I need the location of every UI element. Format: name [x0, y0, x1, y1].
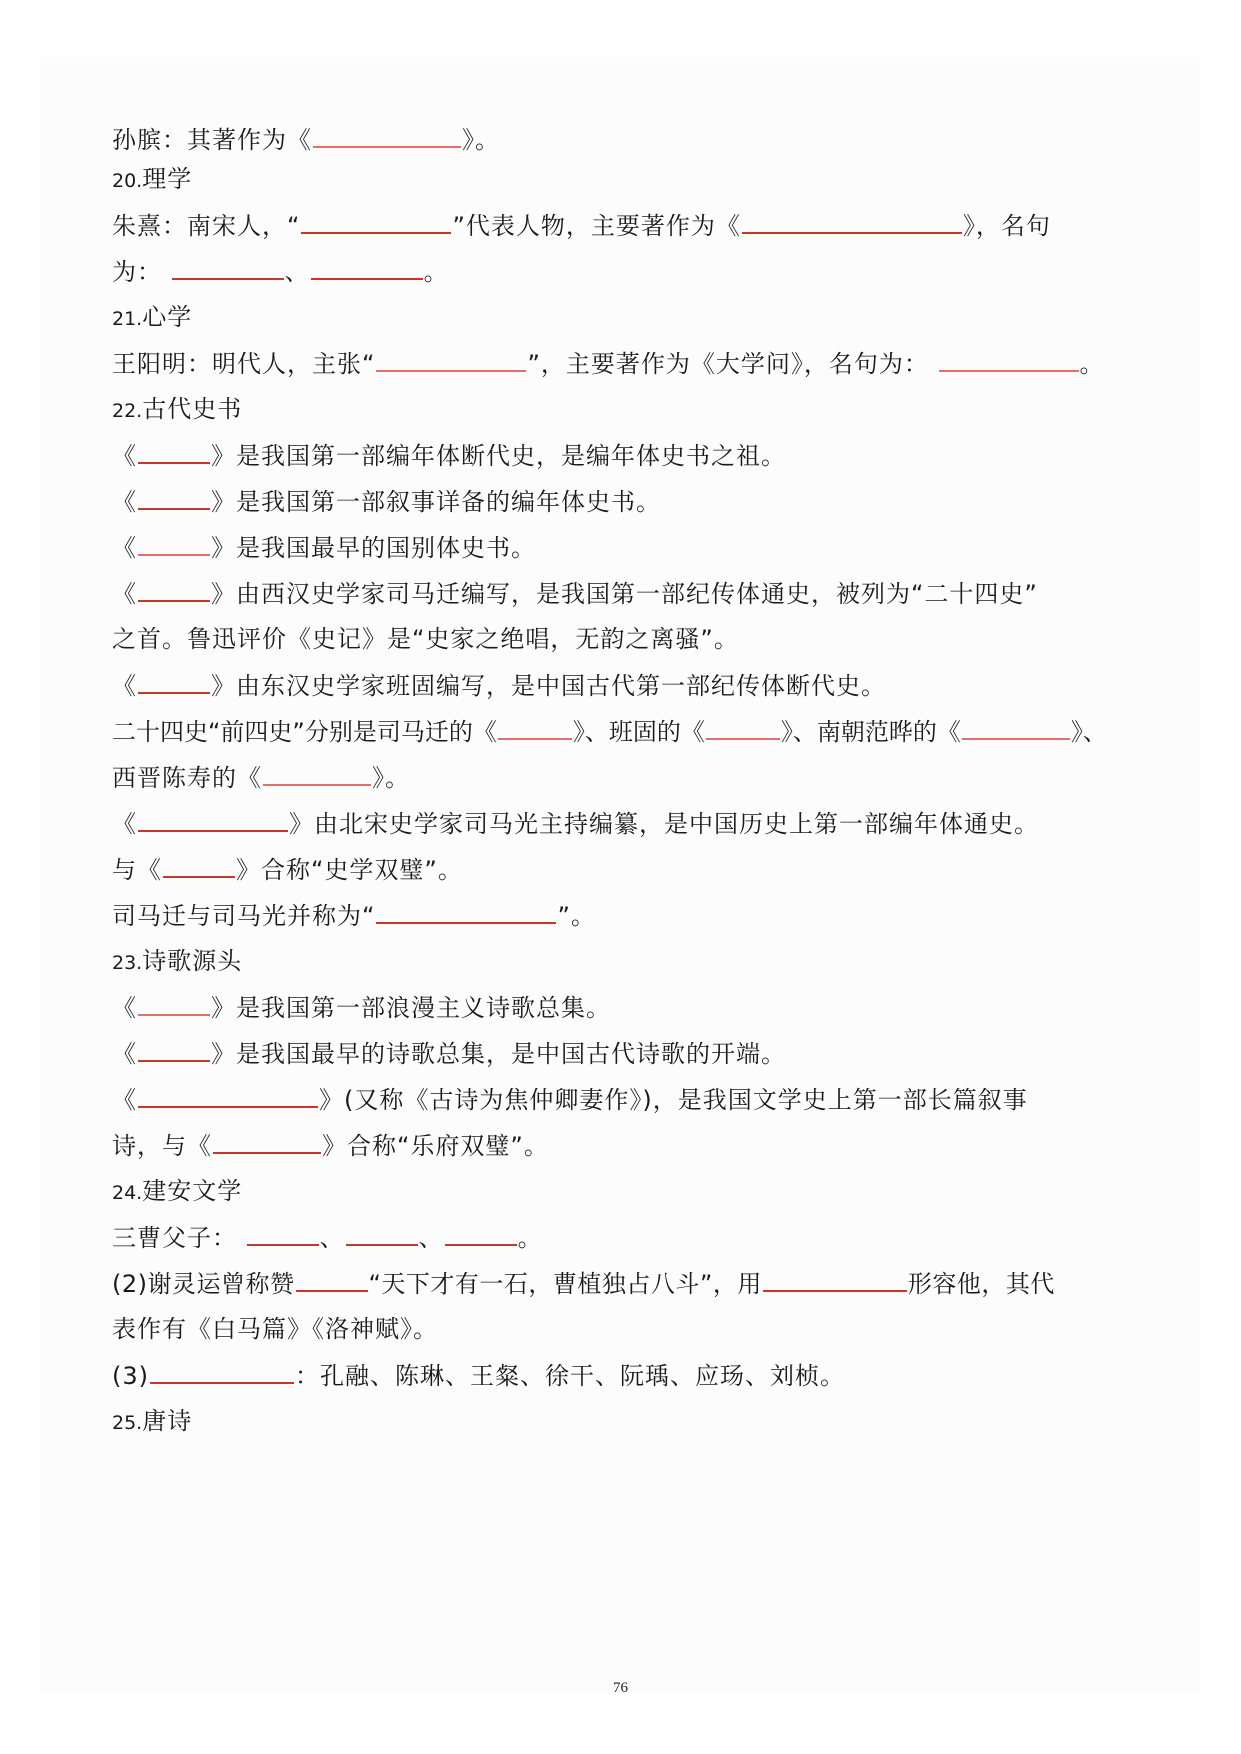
line-text: 二十四史“前四史”分别是司马迁的《: [112, 718, 497, 746]
line-text: 为：: [112, 258, 162, 286]
answer-blank[interactable]: [939, 348, 1079, 372]
line-text: 。: [423, 258, 449, 286]
section-number: 20.: [112, 170, 143, 192]
line-text: ”。: [557, 902, 596, 930]
fill-in-line: [112, 1084, 1028, 1114]
answer-blank[interactable]: [163, 854, 235, 878]
section-heading-21: [112, 302, 192, 332]
line-text: 《: [112, 994, 137, 1022]
line-text: 孙膑：其著作为《: [112, 126, 312, 154]
line-text: (2)谢灵运曾称赞: [112, 1270, 295, 1298]
line-text: 》由西汉史学家司马迁编写，是我国第一部纪传体通史，被列为“二十四史”: [211, 580, 1038, 608]
answer-blank[interactable]: [311, 256, 423, 280]
fill-in-line-sun-bin: [112, 124, 500, 154]
answer-blank[interactable]: [138, 440, 210, 464]
answer-blank[interactable]: [296, 1268, 368, 1292]
section-title: 心学: [142, 303, 193, 331]
line-text: 。: [1079, 350, 1105, 378]
page-number: 76: [613, 1680, 628, 1696]
fill-in-line: [112, 762, 410, 792]
fill-in-line-three-caos: [112, 1222, 543, 1252]
answer-blank[interactable]: [263, 762, 371, 786]
line-text: 》由东汉史学家班固编写，是中国古代第一部纪传体断代史。: [211, 672, 886, 700]
section-number: 24.: [112, 1182, 143, 1204]
line-text: (3): [112, 1362, 149, 1390]
fill-in-line-wang-yangming: [112, 348, 1105, 378]
section-number: 23.: [112, 952, 143, 974]
fill-in-line-zhu-xi-quotes: [112, 256, 449, 286]
line-text: 、: [418, 1224, 444, 1252]
section-number: 21.: [112, 308, 143, 330]
answer-blank[interactable]: [498, 716, 572, 740]
fill-in-line: [112, 670, 886, 700]
section-heading-22: [112, 394, 242, 424]
answer-blank[interactable]: [213, 1130, 321, 1154]
line-text: 、: [284, 258, 310, 286]
answer-blank[interactable]: [706, 716, 780, 740]
answer-blank[interactable]: [346, 1222, 418, 1246]
line-text: “天下才有一石，曹植独占八斗”，用: [368, 1270, 762, 1298]
answer-blank[interactable]: [138, 532, 210, 556]
line-text: ”代表人物，主要著作为《: [452, 212, 741, 240]
line-text: 》是我国第一部浪漫主义诗歌总集。: [211, 994, 611, 1022]
line-text: 《: [112, 580, 137, 608]
line-text: 形容他，其代: [907, 1270, 1055, 1298]
line-text: 》、班固的《: [572, 718, 705, 746]
section-title: 古代史书: [142, 395, 243, 423]
answer-blank[interactable]: [138, 1038, 210, 1062]
section-title: 诗歌源头: [142, 947, 243, 975]
fill-in-line-seven-masters: [112, 1360, 845, 1390]
fill-in-line: [112, 900, 596, 930]
line-text: 。: [517, 1224, 543, 1252]
fill-in-line: [112, 1038, 786, 1068]
answer-blank[interactable]: [763, 1268, 907, 1292]
line-text: 《: [112, 534, 137, 562]
line-text: ”，主要著作为《大学问》，名句为：: [527, 350, 929, 378]
answer-blank[interactable]: [138, 578, 210, 602]
line-text: 西晋陈寿的《: [112, 764, 262, 792]
line-text: 《: [112, 1086, 137, 1114]
answer-blank[interactable]: [962, 716, 1070, 740]
line-text: 《: [112, 1040, 137, 1068]
line-text: 》合称“史学双璧”。: [236, 856, 463, 884]
fill-in-line: [112, 532, 536, 562]
line-text: 三曹父子：: [112, 1224, 237, 1252]
line-text: 》是我国第一部编年体断代史，是编年体史书之祖。: [211, 442, 786, 470]
fill-in-line: [112, 486, 661, 516]
line-text: 》。: [462, 126, 500, 154]
fill-in-line: [112, 854, 463, 884]
section-heading-24: [112, 1176, 242, 1206]
line-text: ：孔融、陈琳、王粲、徐干、阮瑀、应玚、刘桢。: [295, 1362, 845, 1390]
answer-blank[interactable]: [301, 210, 451, 234]
fill-in-line: [112, 578, 1038, 608]
line-text: 》合称“乐府双璧”。: [322, 1132, 549, 1160]
text-line: [112, 1314, 438, 1344]
line-text: 司马迁与司马光并称为“: [112, 902, 376, 930]
line-text: 王阳明：明代人，主张“: [112, 350, 376, 378]
fill-in-line: [112, 808, 1039, 838]
answer-blank[interactable]: [376, 900, 556, 924]
answer-blank[interactable]: [172, 256, 284, 280]
section-title: 唐诗: [142, 1407, 193, 1435]
answer-blank[interactable]: [138, 808, 288, 832]
line-text: 》、南朝范晔的《: [780, 718, 961, 746]
fill-in-line: [112, 992, 611, 1022]
line-text: 与《: [112, 856, 162, 884]
fill-in-line-zhu-xi: [112, 210, 1051, 240]
line-text: 诗，与《: [112, 1132, 212, 1160]
line-text: 《: [112, 488, 137, 516]
line-text: 》(又称《古诗为焦仲卿妻作》)，是我国文学史上第一部长篇叙事: [319, 1086, 1028, 1114]
line-text: 》是我国最早的诗歌总集，是中国古代诗歌的开端。: [211, 1040, 786, 1068]
line-text: 表作有《白马篇》《洛神赋》。: [112, 1315, 438, 1343]
section-title: 建安文学: [142, 1177, 243, 1205]
line-text: 》是我国最早的国别体史书。: [211, 534, 536, 562]
line-text: 》，名句: [962, 212, 1051, 240]
section-number: 22.: [112, 400, 143, 422]
section-heading-20: [112, 164, 192, 194]
line-text: 《: [112, 442, 137, 470]
answer-blank[interactable]: [742, 210, 962, 234]
answer-blank[interactable]: [138, 1084, 318, 1108]
fill-in-line-four-histories: [112, 716, 1107, 746]
answer-blank[interactable]: [138, 486, 210, 510]
answer-blank[interactable]: [376, 348, 526, 372]
line-text: 》由北宋史学家司马光主持编纂，是中国历史上第一部编年体通史。: [289, 810, 1039, 838]
fill-in-line: [112, 440, 786, 470]
line-text: 、: [319, 1224, 345, 1252]
section-heading-25: [112, 1406, 192, 1436]
line-text: 朱熹：南宋人，“: [112, 212, 301, 240]
line-text: 之首。鲁迅评价《史记》是“史家之绝唱，无韵之离骚”。: [112, 625, 739, 653]
text-line: [112, 624, 739, 654]
fill-in-line-cao-zhi: [112, 1268, 1055, 1298]
line-text: 》。: [372, 764, 410, 792]
answer-blank[interactable]: [138, 670, 210, 694]
answer-blank[interactable]: [138, 992, 210, 1016]
fill-in-line: [112, 1130, 549, 1160]
answer-blank[interactable]: [445, 1222, 517, 1246]
section-heading-23: [112, 946, 242, 976]
line-text: 》是我国第一部叙事详备的编年体史书。: [211, 488, 661, 516]
answer-blank[interactable]: [313, 124, 461, 148]
answer-blank[interactable]: [150, 1360, 294, 1384]
line-text: 》、: [1070, 718, 1107, 746]
line-text: 《: [112, 810, 137, 838]
section-title: 理学: [142, 165, 193, 193]
answer-blank[interactable]: [247, 1222, 319, 1246]
line-text: 《: [112, 672, 137, 700]
section-number: 25.: [112, 1412, 143, 1434]
